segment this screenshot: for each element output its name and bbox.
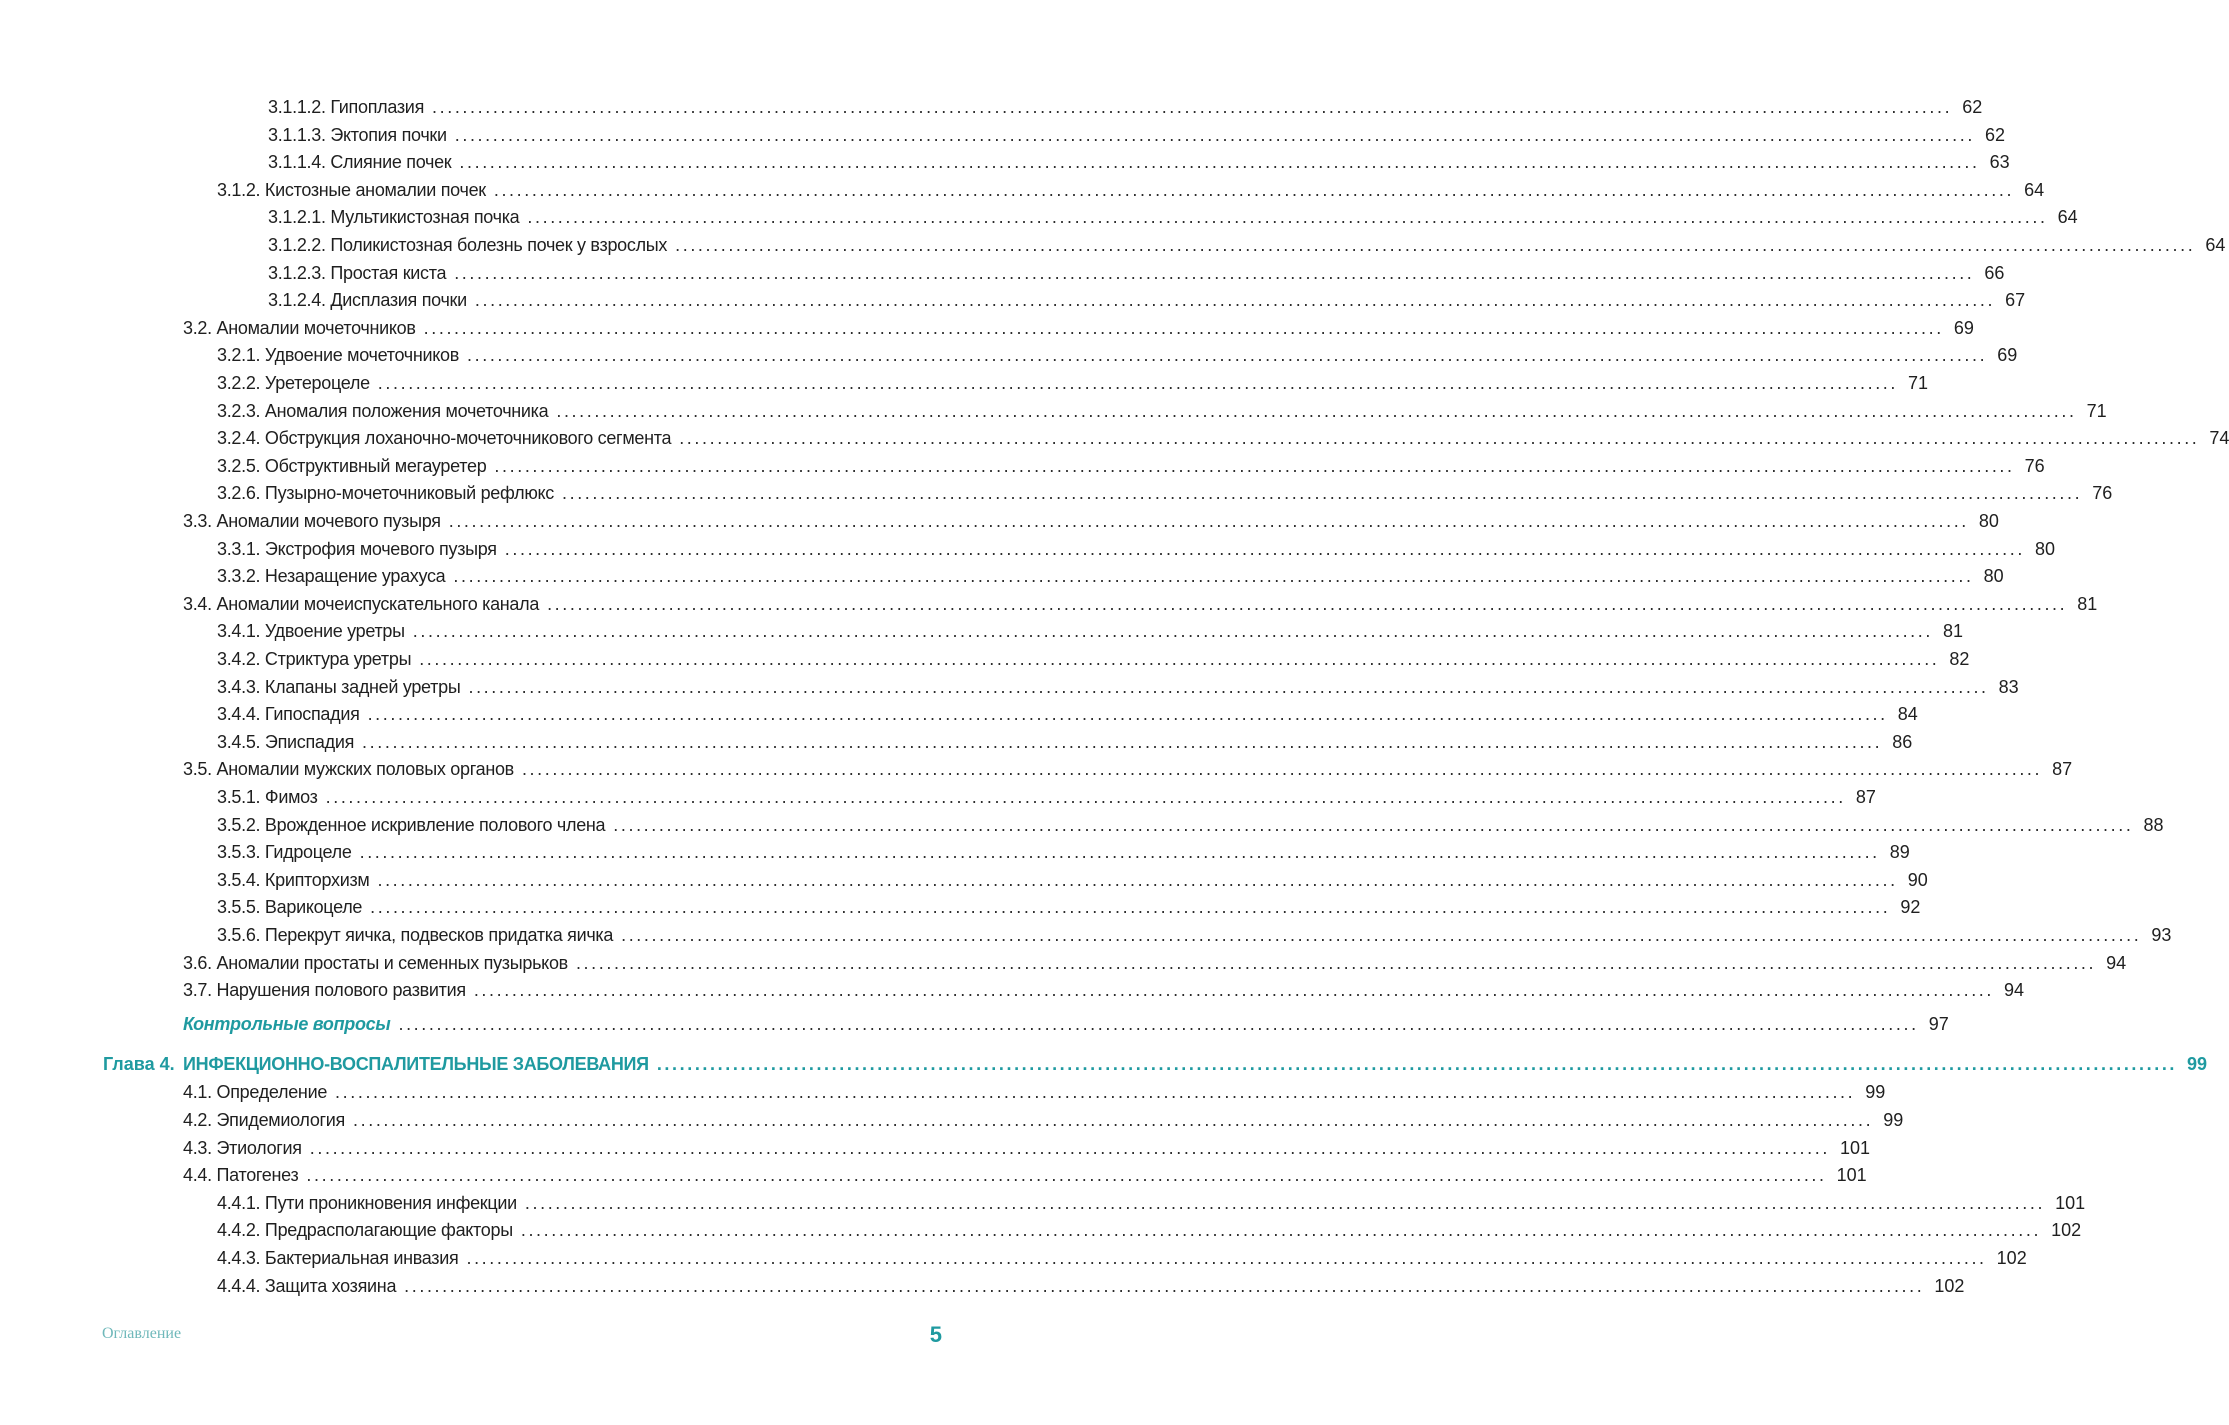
toc-entry[interactable] — [217, 1246, 2027, 1270]
toc-entry-page: 80 — [2034, 538, 2055, 559]
toc-entry-page: 94 — [2106, 952, 2127, 973]
toc-entry-page: 83 — [1998, 676, 2019, 697]
dot-leader: ........................................................................................................................................................................................................ — [562, 483, 2083, 504]
toc-entry[interactable] — [217, 371, 1929, 395]
toc-entry[interactable] — [217, 702, 1918, 726]
toc-entry-label: 3.2. Аномалии мочеточников — [183, 317, 416, 338]
dot-leader: ........................................................................................................................................................................................................ — [468, 676, 1989, 697]
toc-entry-label: 3.2.6. Пузырно-мочеточниковый рефлюкс — [217, 483, 554, 504]
toc-entry-page: 102 — [1996, 1248, 2027, 1268]
toc-entry-label: 3.1.1.4. Слияние почек — [268, 152, 452, 173]
dot-leader: ........................................................................................................................................................................................................ — [527, 207, 2048, 228]
toc-entry-label: 3.4.1. Удвоение уретры — [217, 621, 405, 642]
toc-entry[interactable] — [268, 150, 2010, 174]
toc-entry-label: 3.4.2. Стриктура уретры — [217, 649, 412, 669]
toc-entry[interactable] — [217, 481, 2113, 505]
dot-leader: ........................................................................................................................................................................................................ — [675, 235, 2196, 255]
toc-entry-label: 4.4.2. Предрасполагающие факторы — [217, 1220, 513, 1241]
dot-leader: ........................................................................................................................................................................................................ — [359, 842, 1880, 863]
running-footer-title: Оглавление — [102, 1325, 182, 1342]
dot-leader: ........................................................................................................................................................................................................ — [504, 538, 2025, 559]
toc-entry[interactable] — [217, 1274, 1965, 1298]
toc-entry-page: 102 — [2051, 1220, 2082, 1241]
toc-entry-page: 87 — [2052, 759, 2073, 780]
toc-entry[interactable] — [183, 509, 1999, 533]
toc-entry[interactable] — [183, 1080, 1886, 1104]
toc-entry-label: 3.5.3. Гидроцеле — [217, 842, 352, 863]
toc-entry-label: 3.4. Аномалии мочеиспускательного канала — [183, 593, 540, 614]
toc-entry-label: 4.4.3. Бактериальная инвазия — [217, 1248, 459, 1268]
toc-entry[interactable] — [217, 895, 1921, 919]
toc-entry-label: 3.1.1.3. Эктопия почки — [268, 124, 447, 145]
toc-entry-page: 82 — [1949, 649, 1970, 669]
dot-leader: ........................................................................................................................................................................................................ — [466, 1248, 1987, 1268]
toc-entry[interactable] — [268, 95, 1983, 119]
toc-entry-label: 3.4.5. Эписпадия — [217, 731, 355, 752]
toc-entry[interactable] — [268, 288, 2026, 312]
dot-leader: ........................................................................................................................................................................................................ — [398, 1013, 1919, 1034]
dot-leader: ........................................................................................................................................................................................................ — [367, 704, 1888, 725]
toc-entry[interactable] — [217, 426, 2229, 450]
dot-leader: ........................................................................................................................................................................................................ — [370, 897, 1891, 918]
dot-leader: ........................................................................................................................................................................................................ — [362, 731, 1883, 752]
toc-entry[interactable] — [217, 1191, 2086, 1215]
dot-leader: ........................................................................................................................................................................................................ — [423, 317, 1944, 338]
toc-entry-page: 67 — [2005, 290, 2026, 311]
toc-entry-page: 87 — [1855, 787, 1876, 807]
toc-entry-page: 89 — [1889, 842, 1910, 863]
dot-leader: ........................................................................................................................................................................................................ — [524, 1192, 2046, 1213]
toc-entry[interactable] — [183, 951, 2127, 975]
toc-entry-label: 3.2.4. Обструкция лоханочно-мочеточникового сегмента — [217, 428, 672, 449]
toc-entry-page: 101 — [1839, 1137, 1871, 1158]
toc-entry-label: 4.3. Этиология — [183, 1137, 302, 1158]
dot-leader: ........................................................................................................................................................................................................ — [432, 97, 1953, 117]
toc-entry-label: 3.1.2.3. Простая киста — [268, 262, 447, 283]
toc-entry-page: 64 — [2205, 235, 2226, 255]
dot-leader: ........................................................................................................................................................................................................ — [377, 869, 1898, 890]
toc-entry[interactable] — [217, 178, 2045, 202]
dot-leader: ........................................................................................................................................................................................................ — [306, 1165, 1827, 1186]
toc-entry[interactable] — [183, 316, 1974, 340]
toc-entry[interactable] — [217, 454, 2045, 478]
toc-entry-label: 3.5.6. Перекрут яичка, подвесков придатка яичка — [217, 925, 614, 945]
toc-entry[interactable] — [217, 647, 1970, 671]
toc-entry-page: 74 — [2209, 428, 2229, 449]
toc-entry[interactable] — [217, 537, 2055, 561]
toc-entry-label: 3.3.1. Экстрофия мочевого пузыря — [217, 538, 497, 559]
dot-leader: ........................................................................................................................................................................................................ — [679, 428, 2200, 449]
toc-entry-label: 3.2.5. Обструктивный мегауретер — [217, 455, 487, 476]
toc-entry-label: 3.5. Аномалии мужских половых органов — [183, 759, 514, 780]
dot-leader: ........................................................................................................................................................................................................ — [474, 290, 1996, 311]
toc-entry-page: 97 — [1928, 1013, 1949, 1034]
toc-entry-page: 102 — [1934, 1275, 1965, 1296]
dot-leader: ........................................................................................................................................................................................................ — [520, 1220, 2042, 1241]
toc-entry-label: 3.2.3. Аномалия положения мочеточника — [217, 400, 549, 421]
toc-entry-label: 4.4.1. Пути проникновения инфекции — [217, 1192, 517, 1213]
toc-entry[interactable] — [268, 233, 2226, 257]
toc-entry-label: 3.1.2. Кистозные аномалии почек — [217, 179, 486, 200]
toc-entry[interactable] — [183, 978, 2025, 1002]
toc-entry-label: 3.1.2.2. Поликистозная болезнь почек у взрослых — [268, 235, 668, 255]
dot-leader: ........................................................................................................................................................................................................ — [556, 400, 2077, 421]
dot-leader: ........................................................................................................................................................................................................ — [412, 621, 1933, 642]
toc-entry-page: 99 — [1865, 1082, 1886, 1103]
toc-entry[interactable] — [183, 1163, 1867, 1187]
toc-entry[interactable] — [217, 840, 1910, 864]
dot-leader: ........................................................................................................................................................................................................ — [473, 980, 1995, 1001]
toc-entry[interactable] — [183, 592, 2098, 616]
dot-leader: ........................................................................................................................................................................................................ — [656, 1054, 2178, 1075]
toc-entry-page: 64 — [2057, 207, 2078, 228]
toc-entry-label: Контрольные вопросы — [183, 1013, 391, 1034]
dot-leader: ........................................................................................................................................................................................................ — [454, 262, 1975, 283]
toc-entry-page: 71 — [2086, 400, 2107, 421]
toc-chapter-entry[interactable] — [183, 1052, 2208, 1076]
dot-leader: ........................................................................................................................................................................................................ — [613, 814, 2134, 835]
toc-entry-label: 4.4. Патогенез — [183, 1165, 299, 1186]
toc-entry-label: 3.6. Аномалии простаты и семенных пузырьков — [183, 952, 568, 973]
dot-leader: ........................................................................................................................................................................................................ — [467, 345, 1988, 366]
toc-entry[interactable] — [217, 868, 1928, 892]
toc-entry-label: 3.7. Нарушения полового развития — [183, 980, 466, 1001]
toc-entry-label: 3.4.3. Клапаны задней уретры — [217, 676, 461, 697]
toc-entry-label: 3.5.4. Крипторхизм — [217, 869, 370, 890]
toc-entry-page: 99 — [1883, 1110, 1904, 1130]
toc-entry-page: 92 — [1900, 897, 1921, 918]
toc-entry-label: ИНФЕКЦИОННО-ВОСПАЛИТЕЛЬНЫЕ ЗАБОЛЕВАНИЯ — [183, 1054, 649, 1075]
toc-entry-label: 3.2.1. Удвоение мочеточников — [217, 345, 460, 366]
toc-entry-page: 63 — [1989, 152, 2010, 173]
chapter-number: Глава 4. — [103, 1054, 175, 1075]
toc-entry[interactable] — [217, 785, 1876, 809]
toc-entry[interactable] — [217, 813, 2164, 837]
dot-leader: ........................................................................................................................................................................................................ — [404, 1275, 1925, 1296]
toc-entry-page: 101 — [1836, 1165, 1867, 1186]
toc-entry-page: 62 — [1962, 97, 1983, 117]
toc-entry[interactable] — [268, 123, 2005, 147]
toc-entry-page: 81 — [2077, 593, 2098, 614]
toc-entry[interactable] — [217, 564, 2004, 588]
toc-entry-page: 71 — [1908, 373, 1929, 393]
toc-entry[interactable] — [268, 205, 2078, 229]
toc-entry-label: 3.1.2.4. Дисплазия почки — [268, 290, 467, 311]
dot-leader: ........................................................................................................................................................................................................ — [459, 152, 1980, 173]
toc-entry[interactable] — [183, 757, 2073, 781]
toc-entry-page: 62 — [1984, 124, 2005, 145]
toc-entry-label: 3.1.1.2. Гипоплазия — [268, 97, 425, 117]
toc-entry[interactable] — [217, 619, 1964, 643]
toc-entry-page: 88 — [2143, 814, 2164, 835]
toc-entry-page: 80 — [1983, 566, 2004, 587]
toc-entry[interactable] — [217, 675, 2019, 699]
toc-entry-page: 94 — [2004, 980, 2025, 1001]
toc-entry-label: 3.3.2. Незаращение урахуса — [217, 566, 446, 587]
toc-entry-page: 90 — [1907, 869, 1928, 890]
toc-entry-page: 66 — [1984, 262, 2005, 283]
toc-entry-page: 76 — [2024, 455, 2045, 476]
toc-entry-page: 93 — [2151, 925, 2172, 945]
toc-entry-label: 4.2. Эпидемиология — [183, 1110, 346, 1130]
toc-entry[interactable] — [217, 343, 2018, 367]
toc-entry-page: 84 — [1897, 704, 1918, 725]
toc-entry-label: 3.5.2. Врожденное искривление полового члена — [217, 814, 606, 835]
dot-leader: ........................................................................................................................................................................................................ — [448, 511, 1969, 531]
toc-entry-page: 80 — [1978, 511, 1999, 531]
toc-entry-label: 3.3. Аномалии мочевого пузыря — [183, 511, 441, 531]
toc-entry[interactable] — [217, 399, 2107, 423]
toc-entry-page: 101 — [2055, 1192, 2086, 1213]
toc-entry[interactable] — [183, 1108, 1904, 1132]
page-number: 5 — [929, 1322, 942, 1347]
toc-entry-label: 4.4.4. Защита хозяина — [217, 1275, 397, 1296]
toc-entry-page: 64 — [2024, 179, 2045, 200]
dot-leader: ........................................................................................................................................................................................................ — [575, 952, 2097, 973]
toc-questions-entry[interactable] — [183, 1012, 1949, 1036]
dot-leader: ........................................................................................................................................................................................................ — [547, 593, 2068, 614]
toc-entry-label: 4.1. Определение — [183, 1082, 328, 1103]
toc-entry[interactable] — [217, 1218, 2082, 1242]
toc-entry[interactable] — [217, 730, 1913, 754]
dot-leader: ........................................................................................................................................................................................................ — [353, 1110, 1874, 1130]
dot-leader: ........................................................................................................................................................................................................ — [377, 373, 1898, 393]
toc-entry-page: 99 — [2187, 1054, 2208, 1075]
toc-entry-page: 76 — [2092, 483, 2113, 504]
toc-entry-label: 3.5.1. Фимоз — [217, 787, 318, 807]
dot-leader: ........................................................................................................................................................................................................ — [453, 566, 1974, 587]
toc-entry[interactable] — [268, 261, 2005, 285]
toc-entry-page: 69 — [1953, 317, 1974, 338]
dot-leader: ........................................................................................................................................................................................................ — [521, 759, 2043, 780]
toc-entry[interactable] — [217, 923, 2172, 947]
toc-entry-label: 3.5.5. Варикоцеле — [217, 897, 363, 918]
dot-leader: ........................................................................................................................................................................................................ — [454, 124, 1975, 145]
toc-entry[interactable] — [183, 1136, 1871, 1160]
dot-leader: ........................................................................................................................................................................................................ — [621, 925, 2142, 945]
dot-leader: ........................................................................................................................................................................................................ — [493, 179, 2015, 200]
dot-leader: ........................................................................................................................................................................................................ — [309, 1137, 1830, 1158]
toc-entry-page: 81 — [1942, 621, 1964, 642]
dot-leader: ........................................................................................................................................................................................................ — [335, 1082, 1856, 1103]
toc-entry-label: 3.1.2.1. Мультикистозная почка — [268, 207, 520, 228]
dot-leader: ........................................................................................................................................................................................................ — [325, 787, 1846, 807]
toc-entry-label: 3.2.2. Уретероцеле — [217, 373, 370, 393]
dot-leader: ........................................................................................................................................................................................................ — [494, 455, 2015, 476]
toc-entry-label: 3.4.4. Гипоспадия — [217, 704, 360, 725]
dot-leader: ........................................................................................................................................................................................................ — [419, 649, 1940, 669]
toc-entry-page: 86 — [1892, 731, 1913, 752]
toc-entry-page: 69 — [1997, 345, 2018, 366]
